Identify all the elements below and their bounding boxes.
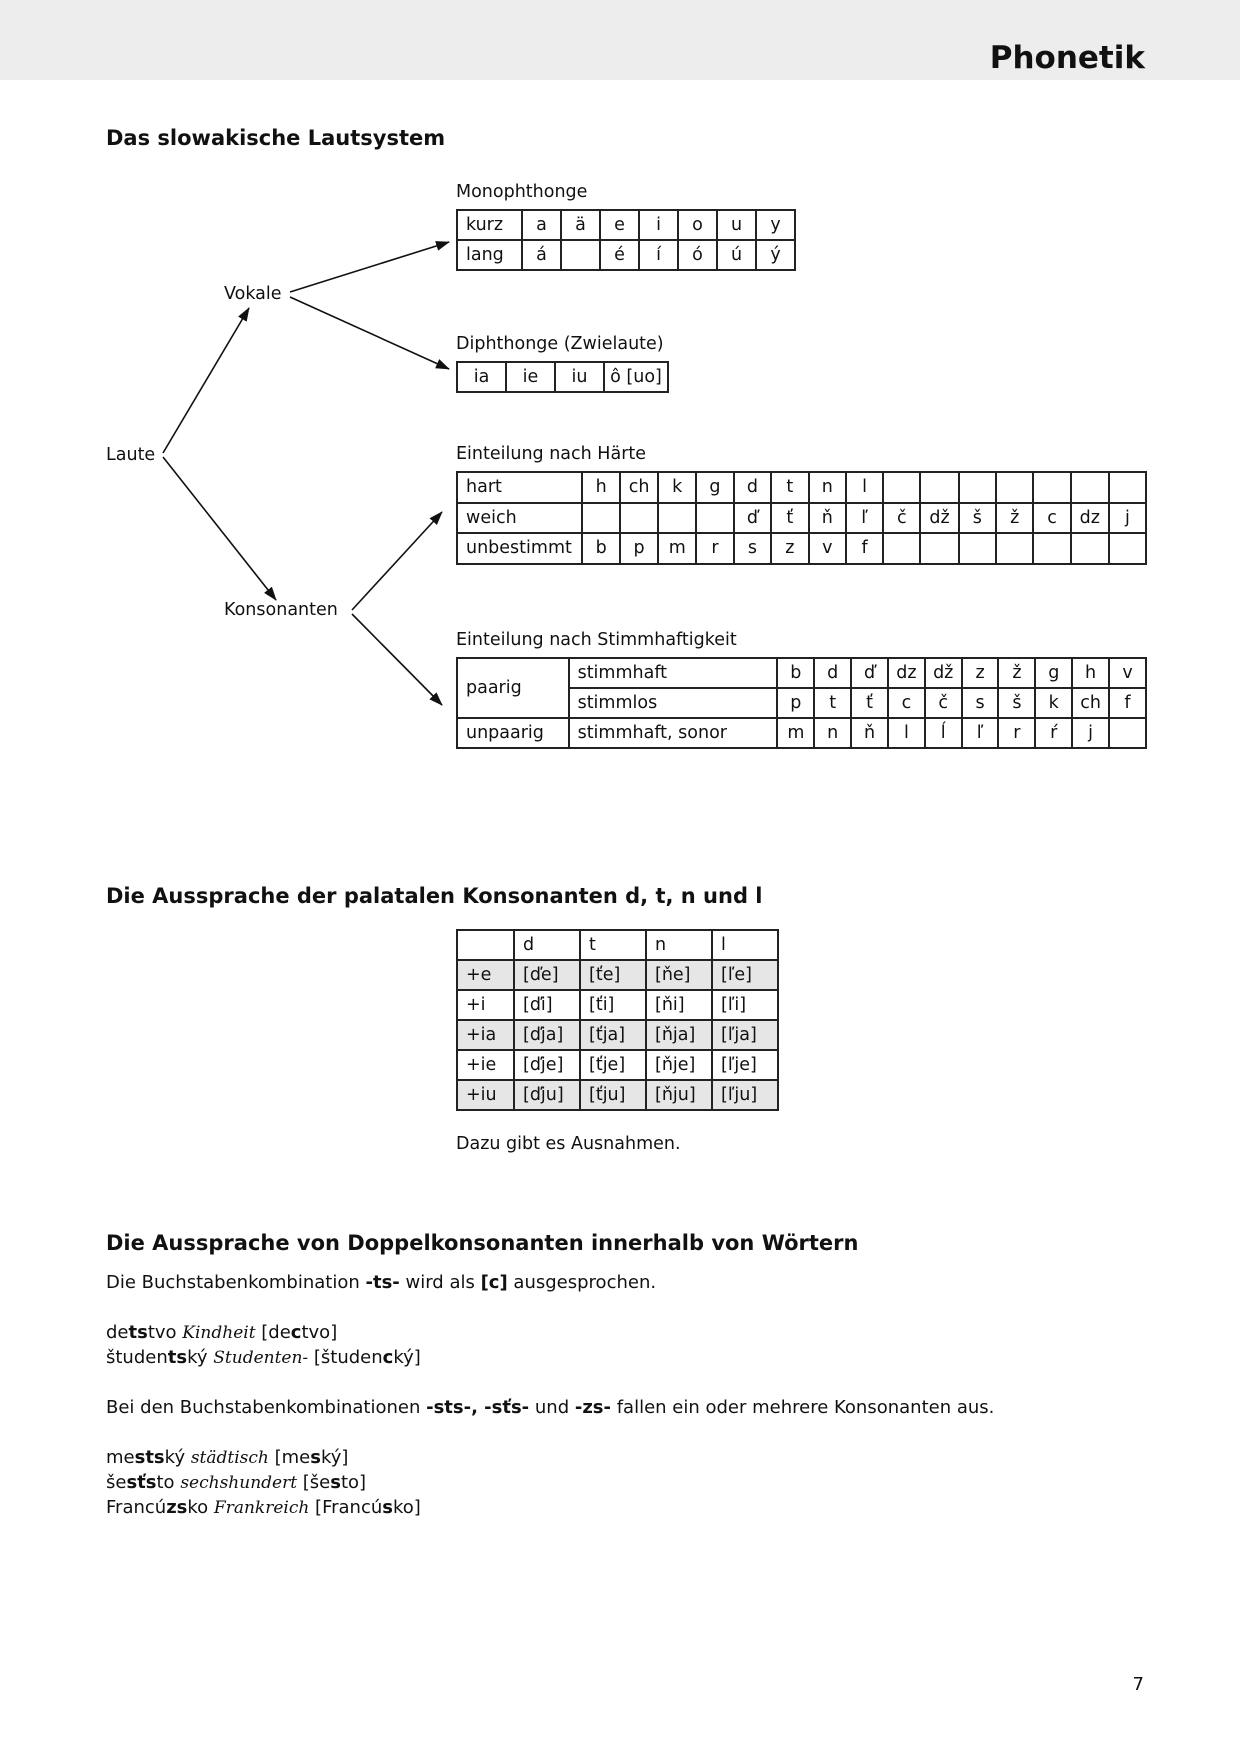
table-cell: ň	[809, 503, 846, 534]
label-haerte: Einteilung nach Härte	[456, 444, 647, 464]
table-cell: ó	[678, 240, 717, 270]
arrow-laute-konsonanten	[163, 457, 276, 600]
table-row	[457, 990, 778, 1020]
word-part: ký	[164, 1447, 186, 1468]
table-cell: f	[1109, 688, 1146, 718]
table-cell: m	[658, 533, 696, 564]
table-cell: g	[1035, 658, 1072, 688]
table-cell: ie	[506, 362, 555, 392]
arrow-kons-haerte	[352, 512, 442, 610]
table-cell: e	[600, 210, 639, 240]
header-cell: t	[580, 930, 646, 960]
pron-part: ko]	[392, 1497, 421, 1518]
pron-part: [Francú	[309, 1497, 383, 1518]
table-cell: m	[777, 718, 814, 748]
table-cell: ú	[717, 240, 756, 270]
label-diphthonge: Diphthonge (Zwielaute)	[456, 334, 664, 354]
table-cell: h	[1072, 658, 1109, 688]
palatal-note: Dazu gibt es Ausnahmen.	[456, 1134, 681, 1154]
group-unpaarig: unpaarig	[457, 718, 569, 748]
gloss: städtisch	[190, 1448, 269, 1468]
table-cell: ä	[561, 210, 600, 240]
table-cell: ô [uo]	[604, 362, 668, 392]
table-cell: s	[962, 688, 999, 718]
table-cell: dz	[888, 658, 925, 688]
word-part: ký	[187, 1347, 208, 1368]
rule-ts-bold: [c]	[480, 1272, 508, 1293]
table-cell: č	[925, 688, 962, 718]
table-diphthonge	[456, 361, 669, 393]
header-title: Phonetik	[989, 40, 1145, 76]
arrow-vokale-mono	[290, 242, 449, 292]
table-cell: ch	[620, 472, 658, 503]
table-cell: ť	[851, 688, 888, 718]
word-bold: sts	[134, 1447, 165, 1468]
table-cell: y	[756, 210, 795, 240]
table-cell: š	[998, 688, 1035, 718]
table-cell: kurz	[457, 210, 522, 240]
table-cell: +e	[457, 960, 514, 990]
table-cell: č	[883, 503, 920, 534]
pron-part: ký]	[320, 1447, 349, 1468]
table-cell: [ľju]	[712, 1080, 778, 1110]
section-heading-palatal: Die Aussprache der palatalen Konsonanten d, t, n und l	[106, 884, 763, 908]
table-cell: [ľje]	[712, 1050, 778, 1080]
table-cell: iu	[555, 362, 604, 392]
table-cell: ľ	[846, 503, 883, 534]
table-cell: [ňju]	[646, 1080, 712, 1110]
word-bold: zs	[166, 1497, 188, 1518]
table-cell: ž	[996, 503, 1033, 534]
table-cell: t	[771, 472, 808, 503]
table-cell: [ťju]	[580, 1080, 646, 1110]
pron-bold: s	[330, 1472, 341, 1493]
table-cell: dž	[925, 658, 962, 688]
table-cell: [ťje]	[580, 1050, 646, 1080]
table-cell: +i	[457, 990, 514, 1020]
gloss: Studenten-	[213, 1348, 309, 1368]
table-cell: [ťja]	[580, 1020, 646, 1050]
table-cell: p	[620, 533, 658, 564]
table-row	[457, 503, 1146, 534]
rule-sts-text: Bei den Buchstabenkombinationen	[106, 1397, 427, 1418]
header-cell: l	[712, 930, 778, 960]
example-line	[106, 1447, 348, 1468]
table-cell: [ťe]	[580, 960, 646, 990]
table-cell: f	[846, 533, 883, 564]
table-cell	[1033, 472, 1070, 503]
table-row	[457, 472, 1146, 503]
table-cell: c	[1033, 503, 1070, 534]
word-part: študen	[106, 1347, 168, 1368]
table-cell: d	[814, 658, 851, 688]
table-cell: [ľe]	[712, 960, 778, 990]
table-row	[457, 960, 778, 990]
table-cell: [ďje]	[514, 1050, 580, 1080]
table-monophthonge	[456, 209, 796, 271]
arrow-kons-stimm	[352, 614, 442, 705]
rule-sts-bold: -sts-, -sťs-	[426, 1397, 530, 1418]
table-cell	[620, 503, 658, 534]
table-cell	[561, 240, 600, 270]
table-cell: [ďja]	[514, 1020, 580, 1050]
table-cell	[1109, 533, 1146, 564]
pron-bold: s	[382, 1497, 393, 1518]
pron-part: [še	[297, 1472, 331, 1493]
table-cell: i	[639, 210, 678, 240]
table-cell: g	[696, 472, 733, 503]
gloss: Frankreich	[213, 1498, 310, 1518]
table-cell: ŕ	[1035, 718, 1072, 748]
table-row	[457, 362, 668, 392]
table-cell: t	[814, 688, 851, 718]
table-cell: v	[809, 533, 846, 564]
pron-part: [študen	[308, 1347, 383, 1368]
table-cell: [ňi]	[646, 990, 712, 1020]
word-bold: ts	[167, 1347, 188, 1368]
table-cell: b	[582, 533, 619, 564]
table-cell	[920, 533, 958, 564]
table-cell: k	[1035, 688, 1072, 718]
rule-sts-text: und	[529, 1397, 575, 1418]
table-palatal	[456, 929, 779, 1111]
table-cell: [ľi]	[712, 990, 778, 1020]
voice-type: stimmlos	[569, 688, 778, 718]
voice-type: stimmhaft, sonor	[569, 718, 778, 748]
rule-sts	[106, 1397, 994, 1418]
table-cell: j	[1109, 503, 1146, 534]
table-cell: a	[522, 210, 561, 240]
table-cell	[959, 533, 996, 564]
table-cell: [ďe]	[514, 960, 580, 990]
rule-ts-text: ausgesprochen.	[507, 1272, 657, 1293]
table-cell: b	[777, 658, 814, 688]
table-row	[457, 1020, 778, 1050]
table-cell	[582, 503, 619, 534]
table-cell: ň	[851, 718, 888, 748]
word-part: de	[106, 1322, 129, 1343]
header-cell	[457, 930, 514, 960]
table-cell: ď	[851, 658, 888, 688]
table-cell: unbestimmt	[457, 533, 582, 564]
section-heading-doppelkonsonanten: Die Aussprache von Doppelkonsonanten innerhalb von Wörtern	[106, 1231, 859, 1255]
table-cell	[959, 472, 996, 503]
table-cell: u	[717, 210, 756, 240]
table-cell	[658, 503, 696, 534]
table-cell: j	[1072, 718, 1109, 748]
table-row	[457, 930, 778, 960]
header-cell: d	[514, 930, 580, 960]
table-cell: hart	[457, 472, 582, 503]
example-line	[106, 1472, 366, 1493]
label-vokale: Vokale	[224, 284, 282, 304]
table-cell: r	[696, 533, 733, 564]
table-cell: z	[962, 658, 999, 688]
arrow-laute-vokale	[163, 308, 249, 453]
table-cell: ľ	[962, 718, 999, 748]
pron-part: [de	[255, 1322, 291, 1343]
voice-type: stimmhaft	[569, 658, 778, 688]
table-cell: r	[998, 718, 1035, 748]
table-cell	[996, 533, 1033, 564]
label-konsonanten: Konsonanten	[224, 600, 338, 620]
table-cell	[920, 472, 958, 503]
pron-part: [me	[268, 1447, 311, 1468]
table-cell: k	[658, 472, 696, 503]
table-cell: n	[809, 472, 846, 503]
table-cell: l	[888, 718, 925, 748]
table-cell	[883, 472, 920, 503]
table-cell: á	[522, 240, 561, 270]
rule-ts-text: wird als	[399, 1272, 481, 1293]
table-cell: é	[600, 240, 639, 270]
rule-ts-bold: -ts-	[365, 1272, 400, 1293]
table-cell: ž	[998, 658, 1035, 688]
gloss: Kindheit	[182, 1323, 256, 1343]
pron-part: to]	[340, 1472, 367, 1493]
table-cell: weich	[457, 503, 582, 534]
word-part: ko	[187, 1497, 209, 1518]
word-part: me	[106, 1447, 135, 1468]
table-cell: +ia	[457, 1020, 514, 1050]
table-cell	[1109, 718, 1146, 748]
table-cell: [ďju]	[514, 1080, 580, 1110]
table-cell: [ľja]	[712, 1020, 778, 1050]
table-cell: s	[734, 533, 771, 564]
pron-bold: s	[310, 1447, 321, 1468]
table-cell: l	[846, 472, 883, 503]
table-cell: [ďi]	[514, 990, 580, 1020]
group-paarig: paarig	[457, 658, 569, 718]
table-cell	[1033, 533, 1070, 564]
pron-part: ký]	[393, 1347, 421, 1368]
table-stimmhaftigkeit	[456, 657, 1147, 749]
example-line	[106, 1322, 337, 1343]
pron-part: tvo]	[301, 1322, 338, 1343]
table-cell: c	[888, 688, 925, 718]
table-cell	[1071, 472, 1109, 503]
pron-bold: c	[382, 1347, 394, 1368]
header-cell: n	[646, 930, 712, 960]
arrow-vokale-diph	[290, 297, 449, 369]
table-cell: +ie	[457, 1050, 514, 1080]
word-bold: sťs	[126, 1472, 157, 1493]
section-heading-lautsystem: Das slowakische Lautsystem	[106, 126, 446, 150]
table-row	[457, 240, 795, 270]
table-cell: ia	[457, 362, 506, 392]
table-cell: í	[639, 240, 678, 270]
table-row	[457, 533, 1146, 564]
table-cell: ť	[771, 503, 808, 534]
gloss: sechshundert	[180, 1473, 298, 1493]
table-cell: ý	[756, 240, 795, 270]
rule-ts-text: Die Buchstabenkombination	[106, 1272, 366, 1293]
table-cell: ď	[734, 503, 771, 534]
table-cell	[1109, 472, 1146, 503]
table-cell: ch	[1072, 688, 1109, 718]
table-row	[457, 1050, 778, 1080]
table-cell: z	[771, 533, 808, 564]
table-cell: v	[1109, 658, 1146, 688]
pron-bold: c	[290, 1322, 302, 1343]
example-line	[106, 1497, 421, 1518]
word-part: Francú	[106, 1497, 167, 1518]
table-row	[457, 718, 1146, 748]
table-cell: dž	[920, 503, 958, 534]
table-cell: š	[959, 503, 996, 534]
table-cell: [ňje]	[646, 1050, 712, 1080]
table-haerte	[456, 471, 1147, 565]
table-cell: ĺ	[925, 718, 962, 748]
example-line	[106, 1347, 421, 1368]
word-part: to	[156, 1472, 175, 1493]
table-cell: dz	[1071, 503, 1109, 534]
table-row	[457, 1080, 778, 1110]
table-cell: n	[814, 718, 851, 748]
table-cell: p	[777, 688, 814, 718]
table-cell: lang	[457, 240, 522, 270]
table-cell: [ňja]	[646, 1020, 712, 1050]
table-cell	[1071, 533, 1109, 564]
label-laute: Laute	[106, 445, 156, 465]
word-part: tvo	[147, 1322, 177, 1343]
rule-sts-bold: -zs-	[574, 1397, 611, 1418]
table-cell	[696, 503, 733, 534]
table-cell: d	[734, 472, 771, 503]
rule-ts	[106, 1272, 656, 1293]
rule-sts-text: fallen ein oder mehrere Konsonanten aus.	[610, 1397, 995, 1418]
table-cell: [ťi]	[580, 990, 646, 1020]
table-row	[457, 210, 795, 240]
table-cell: +iu	[457, 1080, 514, 1110]
label-monophthonge: Monophthonge	[456, 182, 588, 202]
table-cell	[996, 472, 1033, 503]
table-cell: o	[678, 210, 717, 240]
word-bold: ts	[128, 1322, 148, 1343]
table-cell: h	[582, 472, 619, 503]
word-part: še	[106, 1472, 127, 1493]
page-number: 7	[1132, 1674, 1144, 1695]
table-cell	[883, 533, 920, 564]
label-stimmhaftigkeit: Einteilung nach Stimmhaftigkeit	[456, 630, 737, 650]
table-cell: [ňe]	[646, 960, 712, 990]
table-row	[457, 658, 1146, 688]
